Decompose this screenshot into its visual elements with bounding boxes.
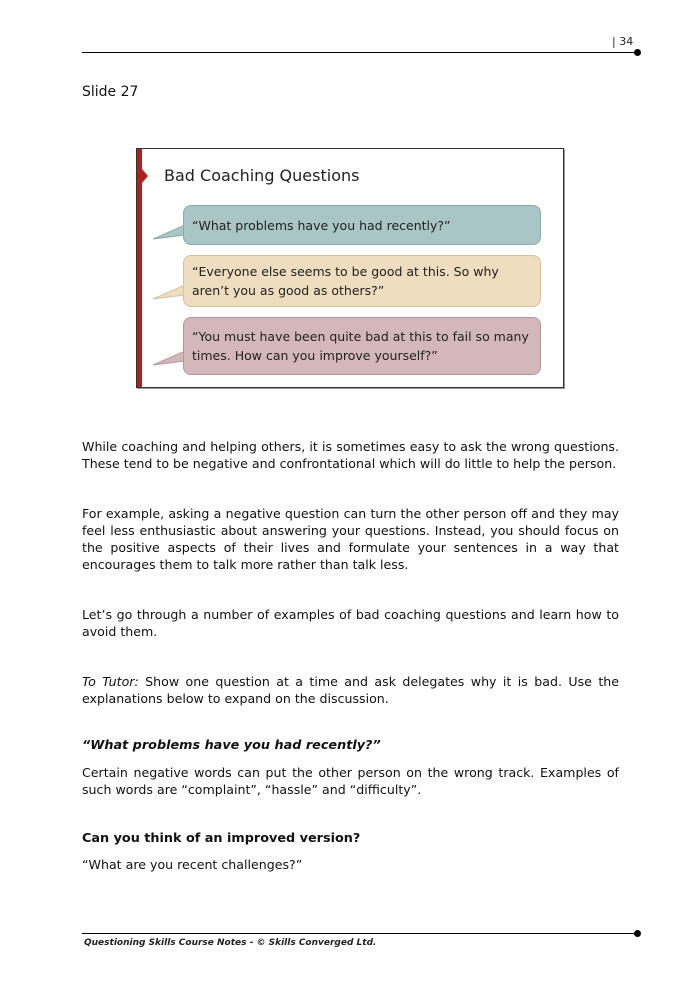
rule-end-dot	[634, 49, 641, 56]
slide-thumbnail	[136, 148, 564, 388]
question-heading: “What problems have you had recently?”	[82, 738, 381, 753]
improved-version-heading: Can you think of an improved version?	[82, 831, 361, 846]
slide-title: Bad Coaching Questions	[164, 166, 360, 185]
speech-bubble-3: “You must have been quite bad at this to fail so many times. How can you improve yourself?”	[183, 317, 541, 375]
footer-text: Questioning Skills Course Notes - © Skills Converged Ltd.	[84, 938, 377, 948]
paragraph-example: For example, asking a negative question can turn the other person off and they may feel less enthusiastic about answering your questions. Instead, you should focus on the positive aspects of their lives and formulate your sentences in a way that encourages them to talk more rather than talk less.	[82, 506, 619, 572]
header-rule	[82, 52, 637, 53]
tutor-text: Show one question at a time and ask delegates why it is bad. Use the explanations below to expand on the discussion.	[82, 674, 619, 706]
rule-end-dot	[634, 930, 641, 937]
speech-tail-2	[153, 283, 185, 301]
speech-tail-1	[153, 223, 185, 241]
paragraph-intro: While coaching and helping others, it is sometimes easy to ask the wrong questions. These tend to be negative and confrontational which will do little to help the person.	[82, 439, 619, 471]
paragraph-lets-go: Let’s go through a number of examples of bad coaching questions and learn how to avoid them.	[82, 607, 619, 639]
page-number: | 34	[612, 35, 634, 48]
footer-rule	[82, 933, 637, 934]
tutor-label: To Tutor:	[82, 674, 139, 689]
speech-tail-3	[153, 349, 185, 367]
slide-arrow-marker	[142, 169, 148, 183]
speech-bubble-2: “Everyone else seems to be good at this. So why aren’t you as good as others?”	[183, 255, 541, 307]
speech-bubble-1: “What problems have you had recently?”	[183, 205, 541, 245]
paragraph-tutor	[82, 673, 619, 707]
slide-accent-bar	[137, 149, 142, 387]
slide-label: Slide 27	[82, 84, 139, 100]
improved-version-answer: “What are you recent challenges?”	[82, 857, 303, 872]
paragraph-negative-words: Certain negative words can put the other person on the wrong track. Examples of such words are “complaint”, “hassle” and “difficulty”.	[82, 765, 619, 797]
